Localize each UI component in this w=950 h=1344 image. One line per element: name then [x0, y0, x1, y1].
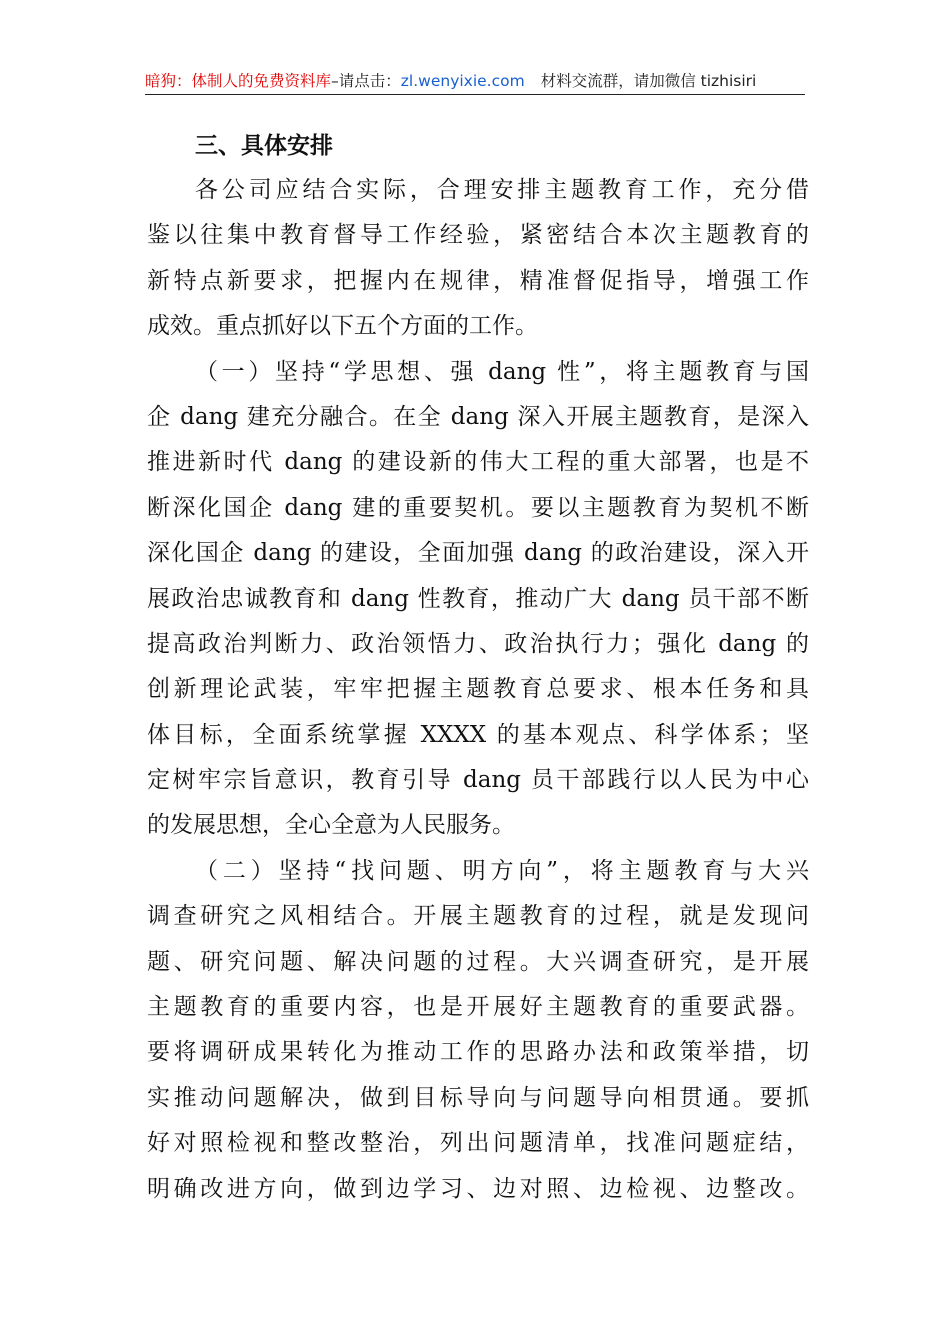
text-line: 深化国企 dang 的建设，全面加强 dang 的政治建设，深入开 — [147, 540, 809, 567]
text-line: 定树牢宗旨意识，教育引导 dang 员干部践行以人民为中心 — [147, 767, 809, 794]
text-line: 鉴以往集中教育督导工作经验，紧密结合本次主题教育的 — [147, 222, 809, 249]
document-body — [147, 124, 809, 1212]
header-url-link[interactable]: zl.wenyixie.com — [400, 72, 525, 90]
text-line: 成效。重点抓好以下五个方面的工作。 — [147, 313, 538, 340]
text-line: 要将调研成果转化为推动工作的思路办法和政策举措，切 — [147, 1039, 809, 1066]
paragraph-one — [147, 350, 809, 849]
text-line: 展政治忠诚教育和 dang 性教育，推动广大 dang 员干部不断 — [147, 585, 809, 612]
text-line: （二）坚持“找问题、明方向”，将主题教育与大兴 — [195, 857, 809, 884]
header-click-prompt: –请点击： — [331, 72, 401, 90]
text-line: 题、研究问题、解决问题的过程。大兴调查研究，是开展 — [147, 948, 809, 975]
text-line: 各公司应结合实际，合理安排主题教育工作，充分借 — [195, 177, 809, 203]
paragraph-two — [147, 849, 809, 1212]
text-line: 断深化国企 dang 建的重要契机。要以主题教育为契机不断 — [147, 494, 809, 521]
paragraph-intro — [147, 168, 809, 350]
text-line: 实推动问题解决，做到目标导向与问题导向相贯通。要抓 — [147, 1084, 809, 1111]
text-line: 好对照检视和整改整治，列出问题清单，找准问题症结， — [147, 1130, 809, 1157]
section-heading: 三、具体安排 — [195, 133, 333, 159]
header-site-name: 暗狗：体制人的免费资料库 — [145, 72, 332, 90]
text-line: 提高政治判断力、政治领悟力、政治执行力；强化 dang 的 — [147, 630, 809, 657]
text-line: 新特点新要求，把握内在规律，精准督促指导，增强工作 — [147, 267, 809, 294]
text-line: 体目标，全面系统掌握 XXXX 的基本观点、科学体系；坚 — [147, 721, 809, 748]
text-line: 调查研究之风相结合。开展主题教育的过程，就是发现问 — [147, 903, 809, 930]
header-divider — [145, 94, 805, 95]
text-line: 的发展思想，全心全意为人民服务。 — [147, 812, 515, 839]
text-line: 推进新时代 dang 的建设新的伟大工程的重大部署，也是不 — [147, 449, 809, 476]
header-wechat-note: 材料交流群，请加微信 tizhisiri — [540, 72, 757, 90]
text-line: 企 dang 建充分融合。在全 dang 深入开展主题教育，是深入 — [147, 403, 809, 430]
text-line: 创新理论武装，牢牢把握主题教育总要求、根本任务和具 — [147, 676, 809, 703]
page-header — [145, 68, 805, 94]
text-line: 明确改进方向，做到边学习、边对照、边检视、边整改。 — [147, 1175, 809, 1202]
text-line: 主题教育的重要内容，也是开展好主题教育的重要武器。 — [147, 994, 809, 1021]
text-line: （一）坚持“学思想、强 dang 性”，将主题教育与国 — [195, 358, 809, 385]
